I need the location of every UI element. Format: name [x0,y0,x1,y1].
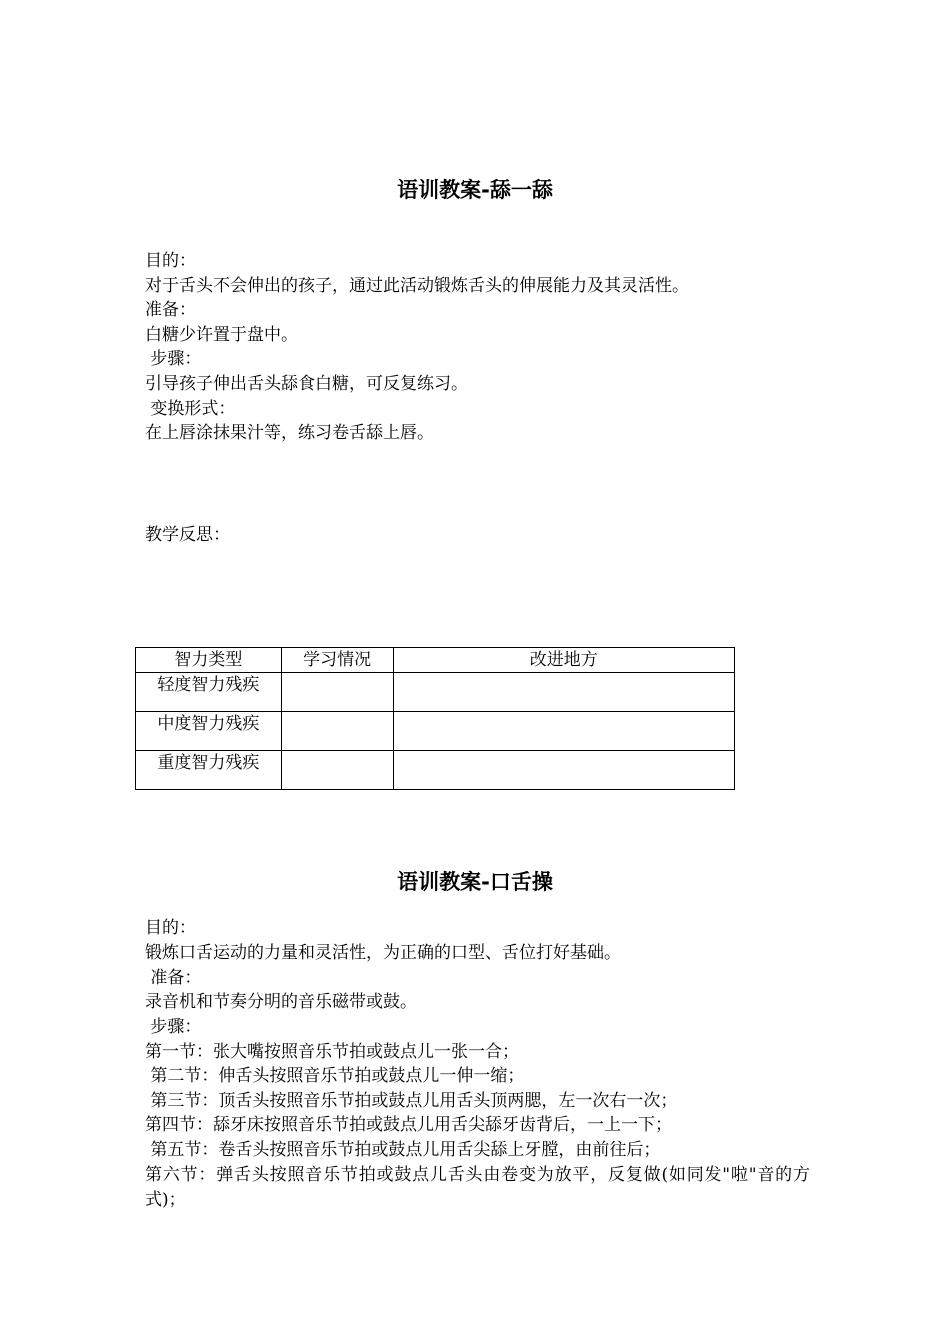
table-cell-type: 轻度智力残疾 [136,673,282,712]
lesson1-title: 语训教案-舔一舔 [397,178,553,202]
table-cell-status [281,673,393,712]
table-header-cell: 改进地方 [393,648,734,673]
table-cell-type: 中度智力残疾 [136,712,282,751]
lesson2-steps-label: 步骤： [145,1017,202,1037]
lesson2-goal-label: 目的： [145,918,196,938]
lesson1-goal-label: 目的： [145,251,196,271]
table-cell-status [281,712,393,751]
lesson2-prep-text: 录音机和节奏分明的音乐磁带或鼓。 [145,992,417,1012]
evaluation-table [135,647,735,790]
lesson2-step: 第一节：张大嘴按照音乐节拍或鼓点儿一张一合； [145,1042,519,1062]
lesson1-goal-text: 对于舌头不会伸出的孩子，通过此活动锻炼舌头的伸展能力及其灵活性。 [145,276,689,296]
table-cell-type: 重度智力残疾 [136,751,282,790]
reflection-label: 教学反思： [145,525,230,545]
lesson2-step: 第二节：伸舌头按照音乐节拍或鼓点儿一伸一缩； [145,1066,525,1086]
lesson2-step: 第五节：卷舌头按照音乐节拍或鼓点儿用舌尖舔上牙膛，由前往后； [145,1140,661,1160]
table-cell-improve [393,673,734,712]
table-cell-improve [393,712,734,751]
table-cell-status [281,751,393,790]
table-header-row [136,648,735,673]
lesson2-goal-text: 锻炼口舌运动的力量和灵活性，为正确的口型、舌位打好基础。 [145,943,621,963]
table-row [136,673,735,712]
table-header-cell: 智力类型 [136,648,282,673]
table-row [136,712,735,751]
lesson2-step: 第六节：弹舌头按照音乐节拍或鼓点儿舌头由卷变为放平，反复做(如同发"啦"音的方式)； [145,1165,810,1210]
lesson1-prep-label: 准备： [145,300,196,320]
lesson2-step: 第四节：舔牙床按照音乐节拍或鼓点儿用舌尖舔牙齿背后，一上一下； [145,1115,672,1135]
lesson1-prep-text: 白糖少许置于盘中。 [145,325,298,345]
lesson2-step: 第三节：顶舌头按照音乐节拍或鼓点儿用舌头顶两腮，左一次右一次； [145,1091,678,1111]
lesson1-variation-text: 在上唇涂抹果汁等，练习卷舌舔上唇。 [145,423,434,443]
lesson2-prep-label: 准备： [145,968,202,988]
lesson1-variation-label: 变换形式： [145,399,236,419]
lesson1-steps-label: 步骤： [145,349,202,369]
lesson1-steps-text: 引导孩子伸出舌头舔食白糖，可反复练习。 [145,374,468,394]
table-cell-improve [393,751,734,790]
lesson2-title: 语训教案-口舌操 [397,870,553,894]
table-header-cell: 学习情况 [281,648,393,673]
table-row [136,751,735,790]
